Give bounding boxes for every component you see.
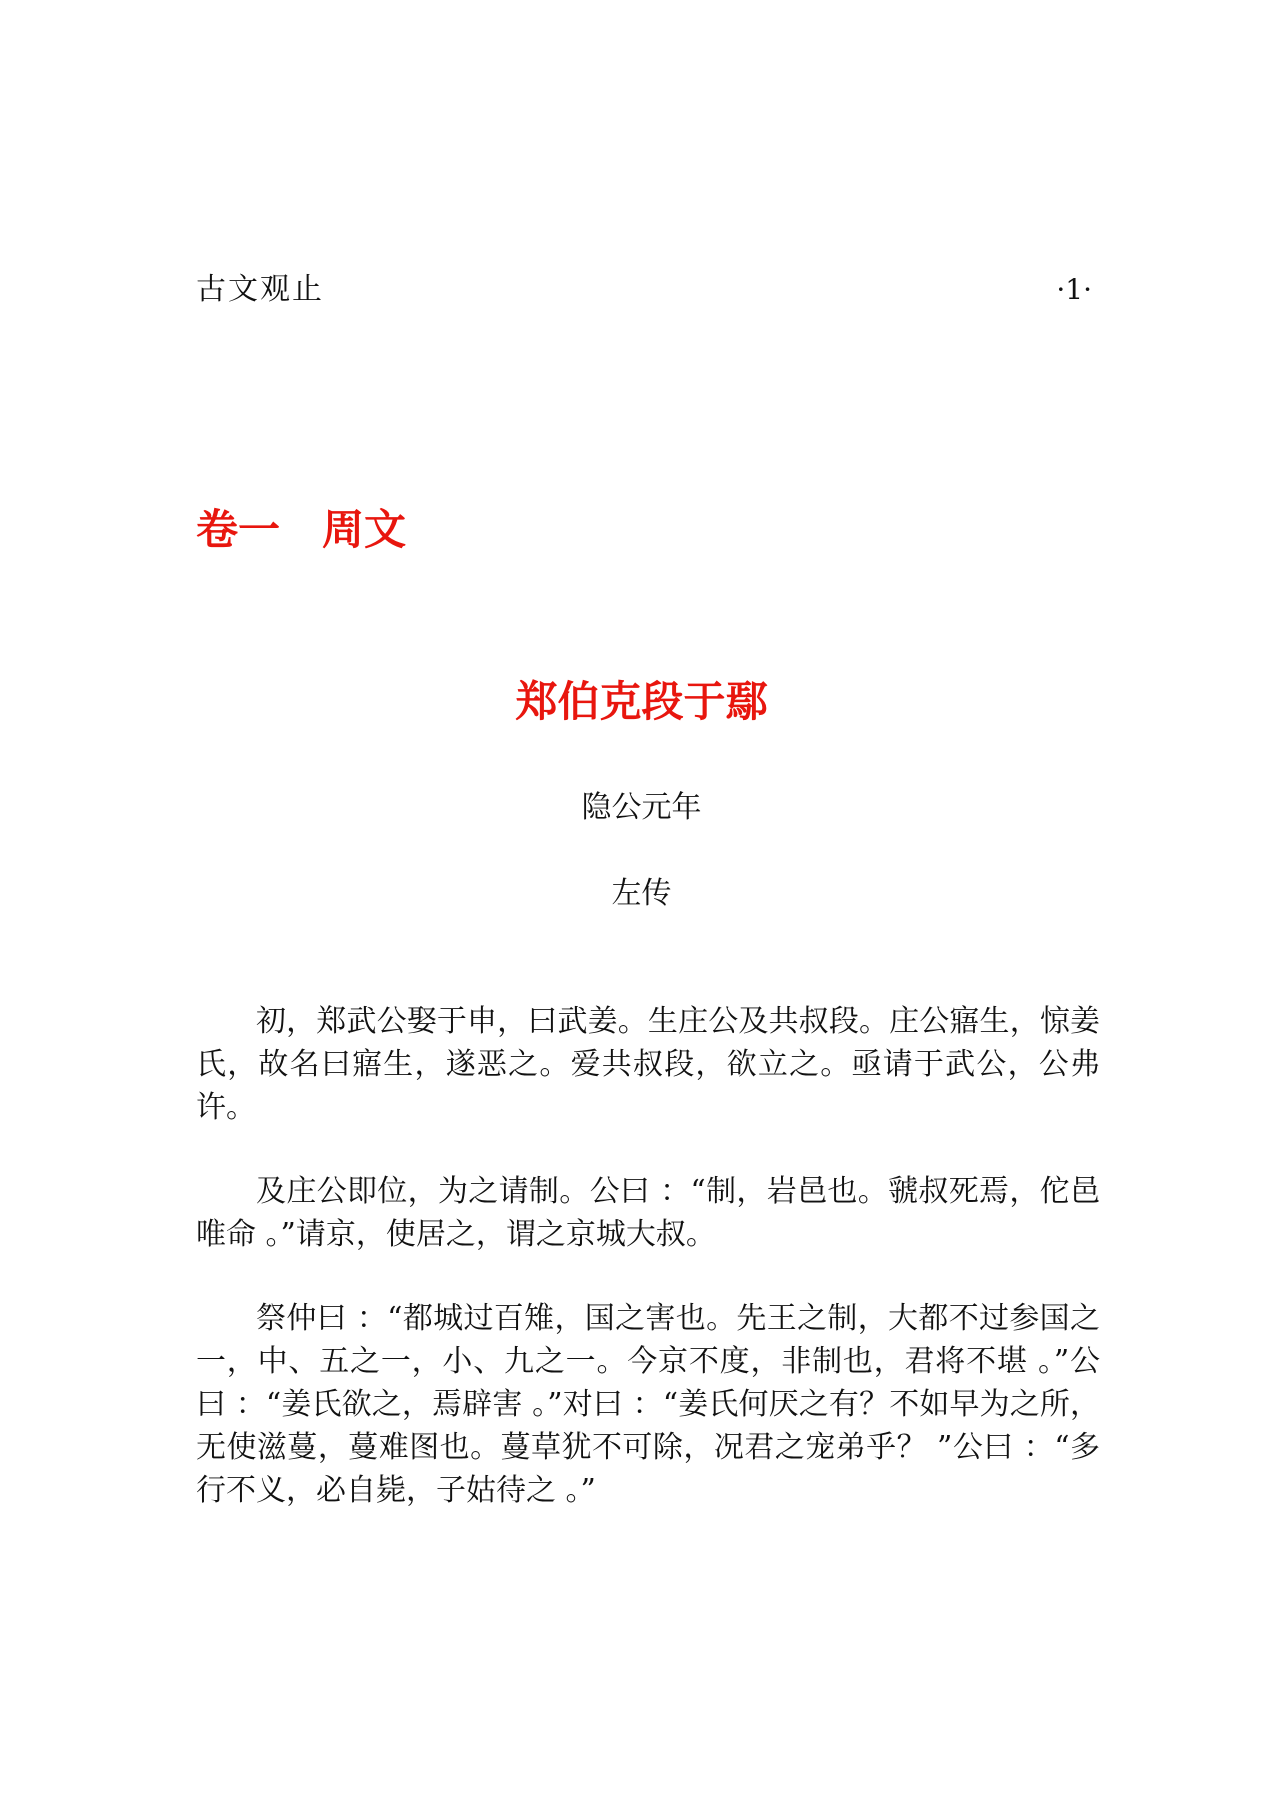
article-body	[196, 1000, 1100, 1553]
article-title: 郑伯克段于鄢	[515, 677, 768, 726]
book-title: 古文观止	[196, 272, 324, 307]
paragraph-1: 初，郑武公娶于申，曰武姜。生庄公及共叔段。庄公寤生，惊姜氏，故名曰寤生，遂恶之。爱共叔段，欲立之。亟请于武公，公弗许。	[196, 1004, 1100, 1125]
volume-title: 卷一 周文	[196, 505, 407, 554]
page-header	[196, 270, 1092, 310]
article-year: 隐公元年	[581, 790, 702, 825]
article-author: 左传	[611, 876, 672, 911]
paragraph-2: 及庄公即位，为之请制。公曰 ：“制，岩邑也。虢叔死焉，佗邑唯命 。”请京，使居之，谓之京城大叔。	[196, 1174, 1100, 1252]
paragraph-3: 祭仲曰 ：“都城过百雉，国之害也。先王之制，大都不过参国之一，中、五之一，小、九之一。今京不度，非制也，君将不堪 。”公曰 ：“姜氏欲之，焉辟害 。”对曰 ：“姜氏何厌之有？不如早为之所，无使滋蔓，蔓难图也。蔓草犹不可除，况君之宠弟乎？ ”公曰 ：“多行不义，必自毙，子姑待之 。”	[196, 1301, 1100, 1508]
page-number: ·1·	[1056, 273, 1092, 306]
